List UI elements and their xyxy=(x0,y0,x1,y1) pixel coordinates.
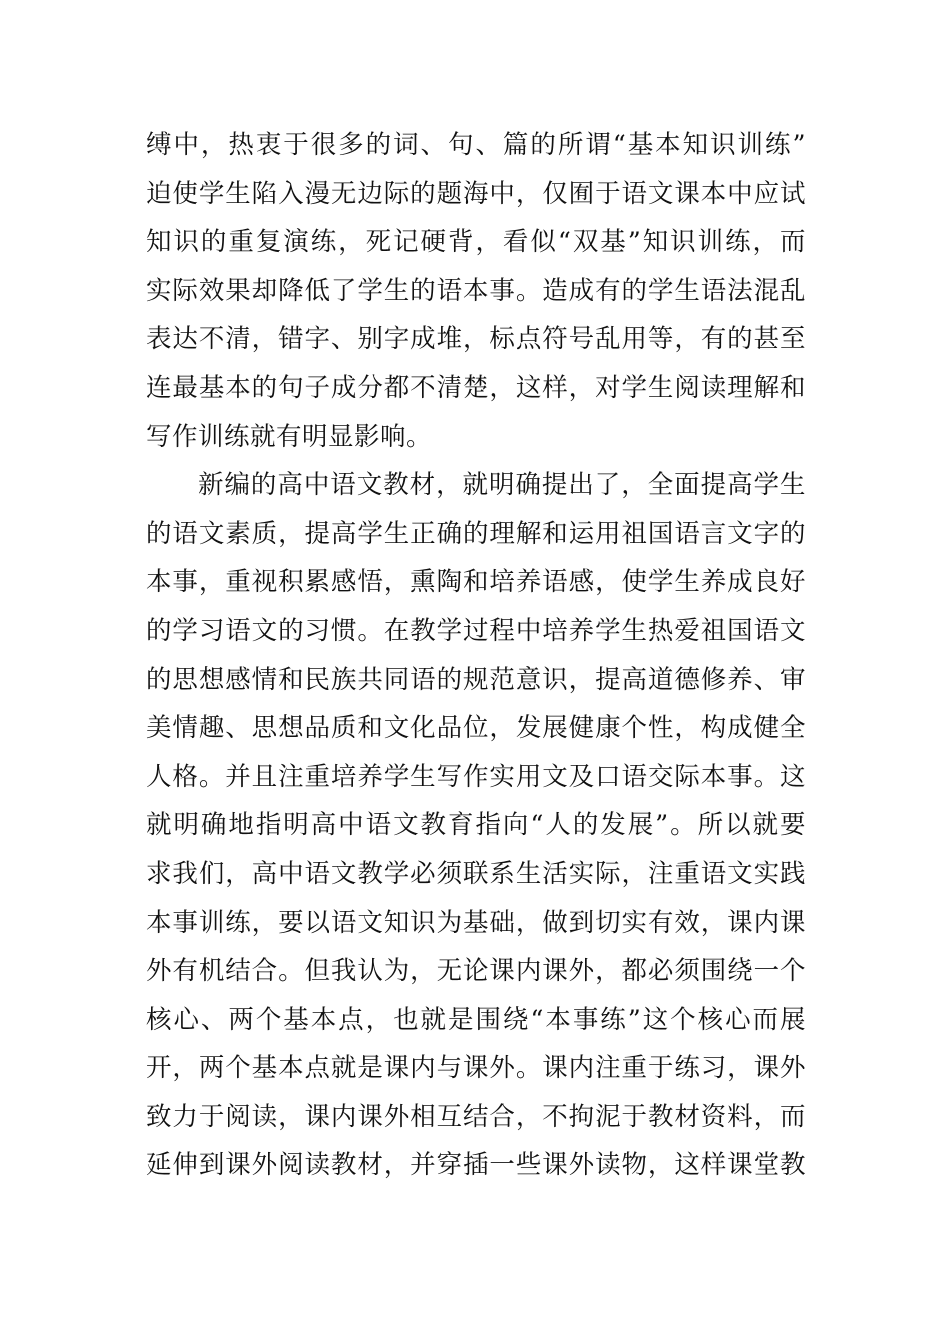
text-line: 本事，重视积累感悟，熏陶和培养语感，使学生养成良好 xyxy=(146,567,806,598)
text-line: 的学习语文的习惯。在教学过程中培养学生热爱祖国语文 xyxy=(146,615,806,646)
text-line: 开，两个基本点就是课内与课外。课内注重于练习，课外 xyxy=(146,1053,806,1084)
text-line: 就明确地指明高中语文教育指向“人的发展”。所以就要 xyxy=(146,810,806,841)
text-line: 的思想感情和民族共同语的规范意识，提高道德修养、审 xyxy=(146,664,806,695)
paragraph-end-line: 写作训练就有明显影响。 xyxy=(146,421,433,452)
text-line: 核心、两个基本点，也就是围绕“本事练”这个核心而展 xyxy=(146,1004,806,1035)
body-text xyxy=(146,121,806,1190)
text-line: 人格。并且注重培养学生写作实用文及口语交际本事。这 xyxy=(146,761,806,792)
text-line: 表达不清，错字、别字成堆，标点符号乱用等，有的甚至 xyxy=(146,324,806,355)
text-line: 知识的重复演练，死记硬背，看似“双基”知识训练，而 xyxy=(146,227,806,258)
text-line: 本事训练，要以语文知识为基础，做到切实有效，课内课 xyxy=(146,907,806,938)
text-line: 缚中，热衷于很多的词、句、篇的所谓“基本知识训练” xyxy=(146,130,806,160)
text-line: 实际效果却降低了学生的语本事。造成有的学生语法混乱 xyxy=(146,275,806,306)
text-line: 迫使学生陷入漫无边际的题海中，仅囿于语文课本中应试 xyxy=(146,178,806,209)
text-line: 连最基本的句子成分都不清楚，这样，对学生阅读理解和 xyxy=(146,372,806,403)
text-line: 外有机结合。但我认为，无论课内课外，都必须围绕一个 xyxy=(146,956,806,987)
text-line: 延伸到课外阅读教材，并穿插一些课外读物，这样课堂教 xyxy=(146,1150,806,1181)
text-line: 求我们，高中语文教学必须联系生活实际，注重语文实践 xyxy=(146,858,806,889)
paragraph-start-line: 新编的高中语文教材，就明确提出了，全面提高学生 xyxy=(198,470,806,501)
text-line: 致力于阅读，课内课外相互结合，不拘泥于教材资料，而 xyxy=(146,1101,806,1132)
text-line: 美情趣、思想品质和文化品位，发展健康个性，构成健全 xyxy=(146,713,806,744)
text-line: 的语文素质，提高学生正确的理解和运用祖国语言文字的 xyxy=(146,518,806,549)
